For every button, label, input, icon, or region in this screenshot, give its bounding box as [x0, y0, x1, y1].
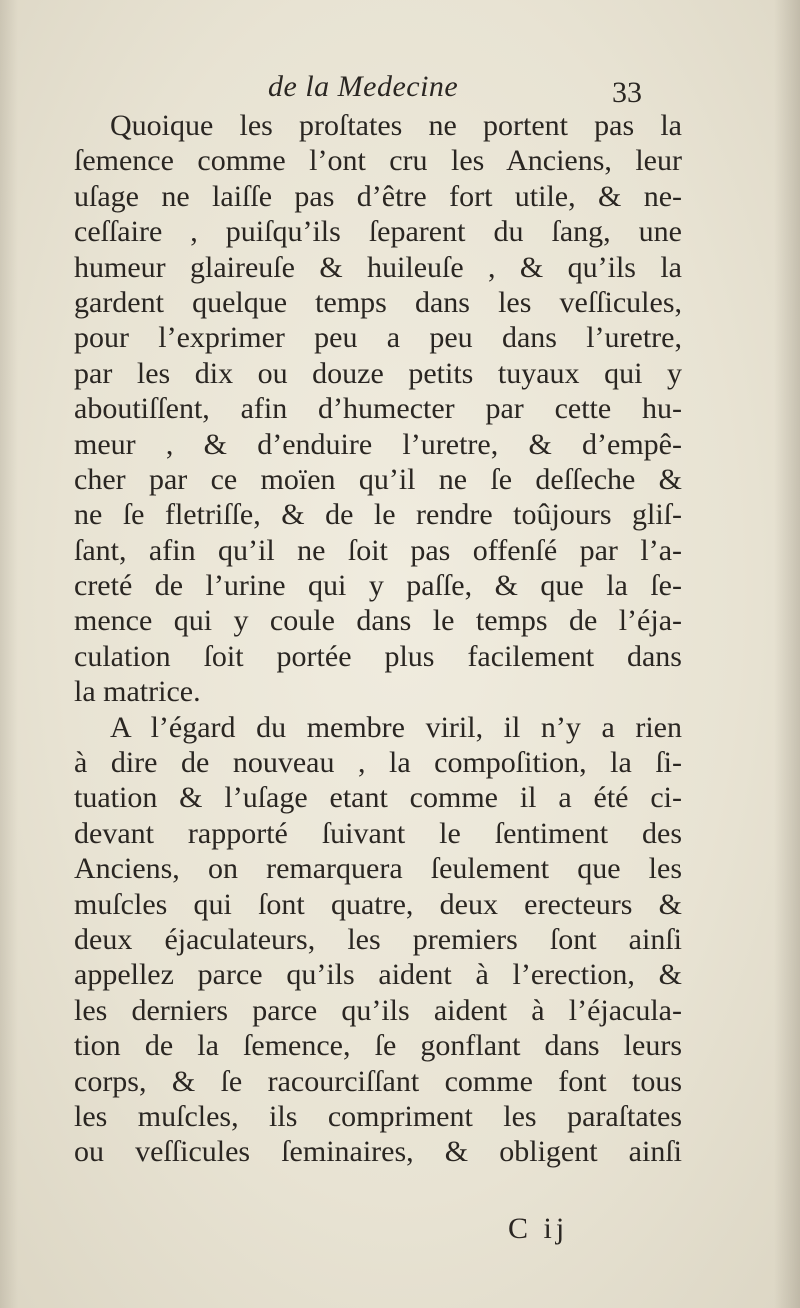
- text-line: gardent quelque temps dans les veſſicules,: [74, 285, 682, 319]
- text-line: aboutiſſent, afin d’humecter par cette hu-: [74, 392, 682, 426]
- text-line: A l’égard du membre viril, il n’y a rien: [110, 710, 682, 744]
- text-line: tuation & l’uſage etant comme il a été ci-: [74, 781, 682, 815]
- text-line: humeur glaireuſe & huileuſe , & qu’ils la: [74, 250, 682, 284]
- running-head: de la Medecine: [268, 70, 459, 103]
- text-line: tion de la ſemence, ſe gonflant dans leurs: [74, 1029, 682, 1063]
- text-line: muſcles qui ſont quatre, deux erecteurs &: [74, 887, 682, 921]
- body-text: [74, 108, 682, 1170]
- page-number: 33: [612, 76, 642, 109]
- text-line: deux éjaculateurs, les premiers ſont ainſi: [74, 922, 682, 956]
- text-line: à dire de nouveau , la compoſition, la ſi-: [74, 746, 682, 780]
- text-line: par les dix ou douze petits tuyaux qui y: [74, 356, 682, 390]
- text-line: uſage ne laiſſe pas d’être fort utile, & ne-: [74, 179, 682, 213]
- signature-mark: C ij: [508, 1212, 569, 1245]
- gutter-shadow: [0, 0, 18, 1308]
- text-line: culation ſoit portée plus facilement dans: [74, 639, 682, 673]
- text-line: devant rapporté ſuivant le ſentiment des: [74, 816, 682, 850]
- text-line: appellez parce qu’ils aident à l’erection, &: [74, 958, 682, 992]
- text-line: meur , & d’enduire l’uretre, & d’empê-: [74, 427, 682, 461]
- text-line: la matrice.: [74, 675, 201, 709]
- text-line: ſemence comme l’ont cru les Anciens, leur: [74, 144, 682, 178]
- text-line: les derniers parce qu’ils aident à l’éjacula-: [74, 993, 682, 1027]
- text-line: ceſſaire , puiſqu’ils ſeparent du ſang, une: [74, 215, 682, 249]
- text-line: ou veſſicules ſeminaires, & obligent ainſi: [74, 1135, 682, 1169]
- page-edge-shadow: [774, 0, 800, 1308]
- text-line: mence qui y coule dans le temps de l’éja-: [74, 604, 682, 638]
- text-line: pour l’exprimer peu a peu dans l’uretre,: [74, 321, 682, 355]
- text-line: cher par ce moïen qu’il ne ſe deſſeche &: [74, 462, 682, 496]
- text-line: ſant, afin qu’il ne ſoit pas offenſé par l’a-: [74, 533, 682, 567]
- paragraph-prostates: [74, 108, 682, 710]
- text-line: Anciens, on remarquera ſeulement que les: [74, 852, 682, 886]
- text-line: creté de l’urine qui y paſſe, & que la ſe-: [74, 569, 682, 603]
- text-line: ne ſe fletriſſe, & de le rendre toûjours gliſ-: [74, 498, 682, 532]
- paragraph-membre-viril: [74, 710, 682, 1170]
- text-line: les muſcles, ils compriment les paraſtates: [74, 1099, 682, 1133]
- text-line: corps, & ſe racourciſſant comme font tous: [74, 1064, 682, 1098]
- text-line: Quoique les proſtates ne portent pas la: [110, 109, 682, 142]
